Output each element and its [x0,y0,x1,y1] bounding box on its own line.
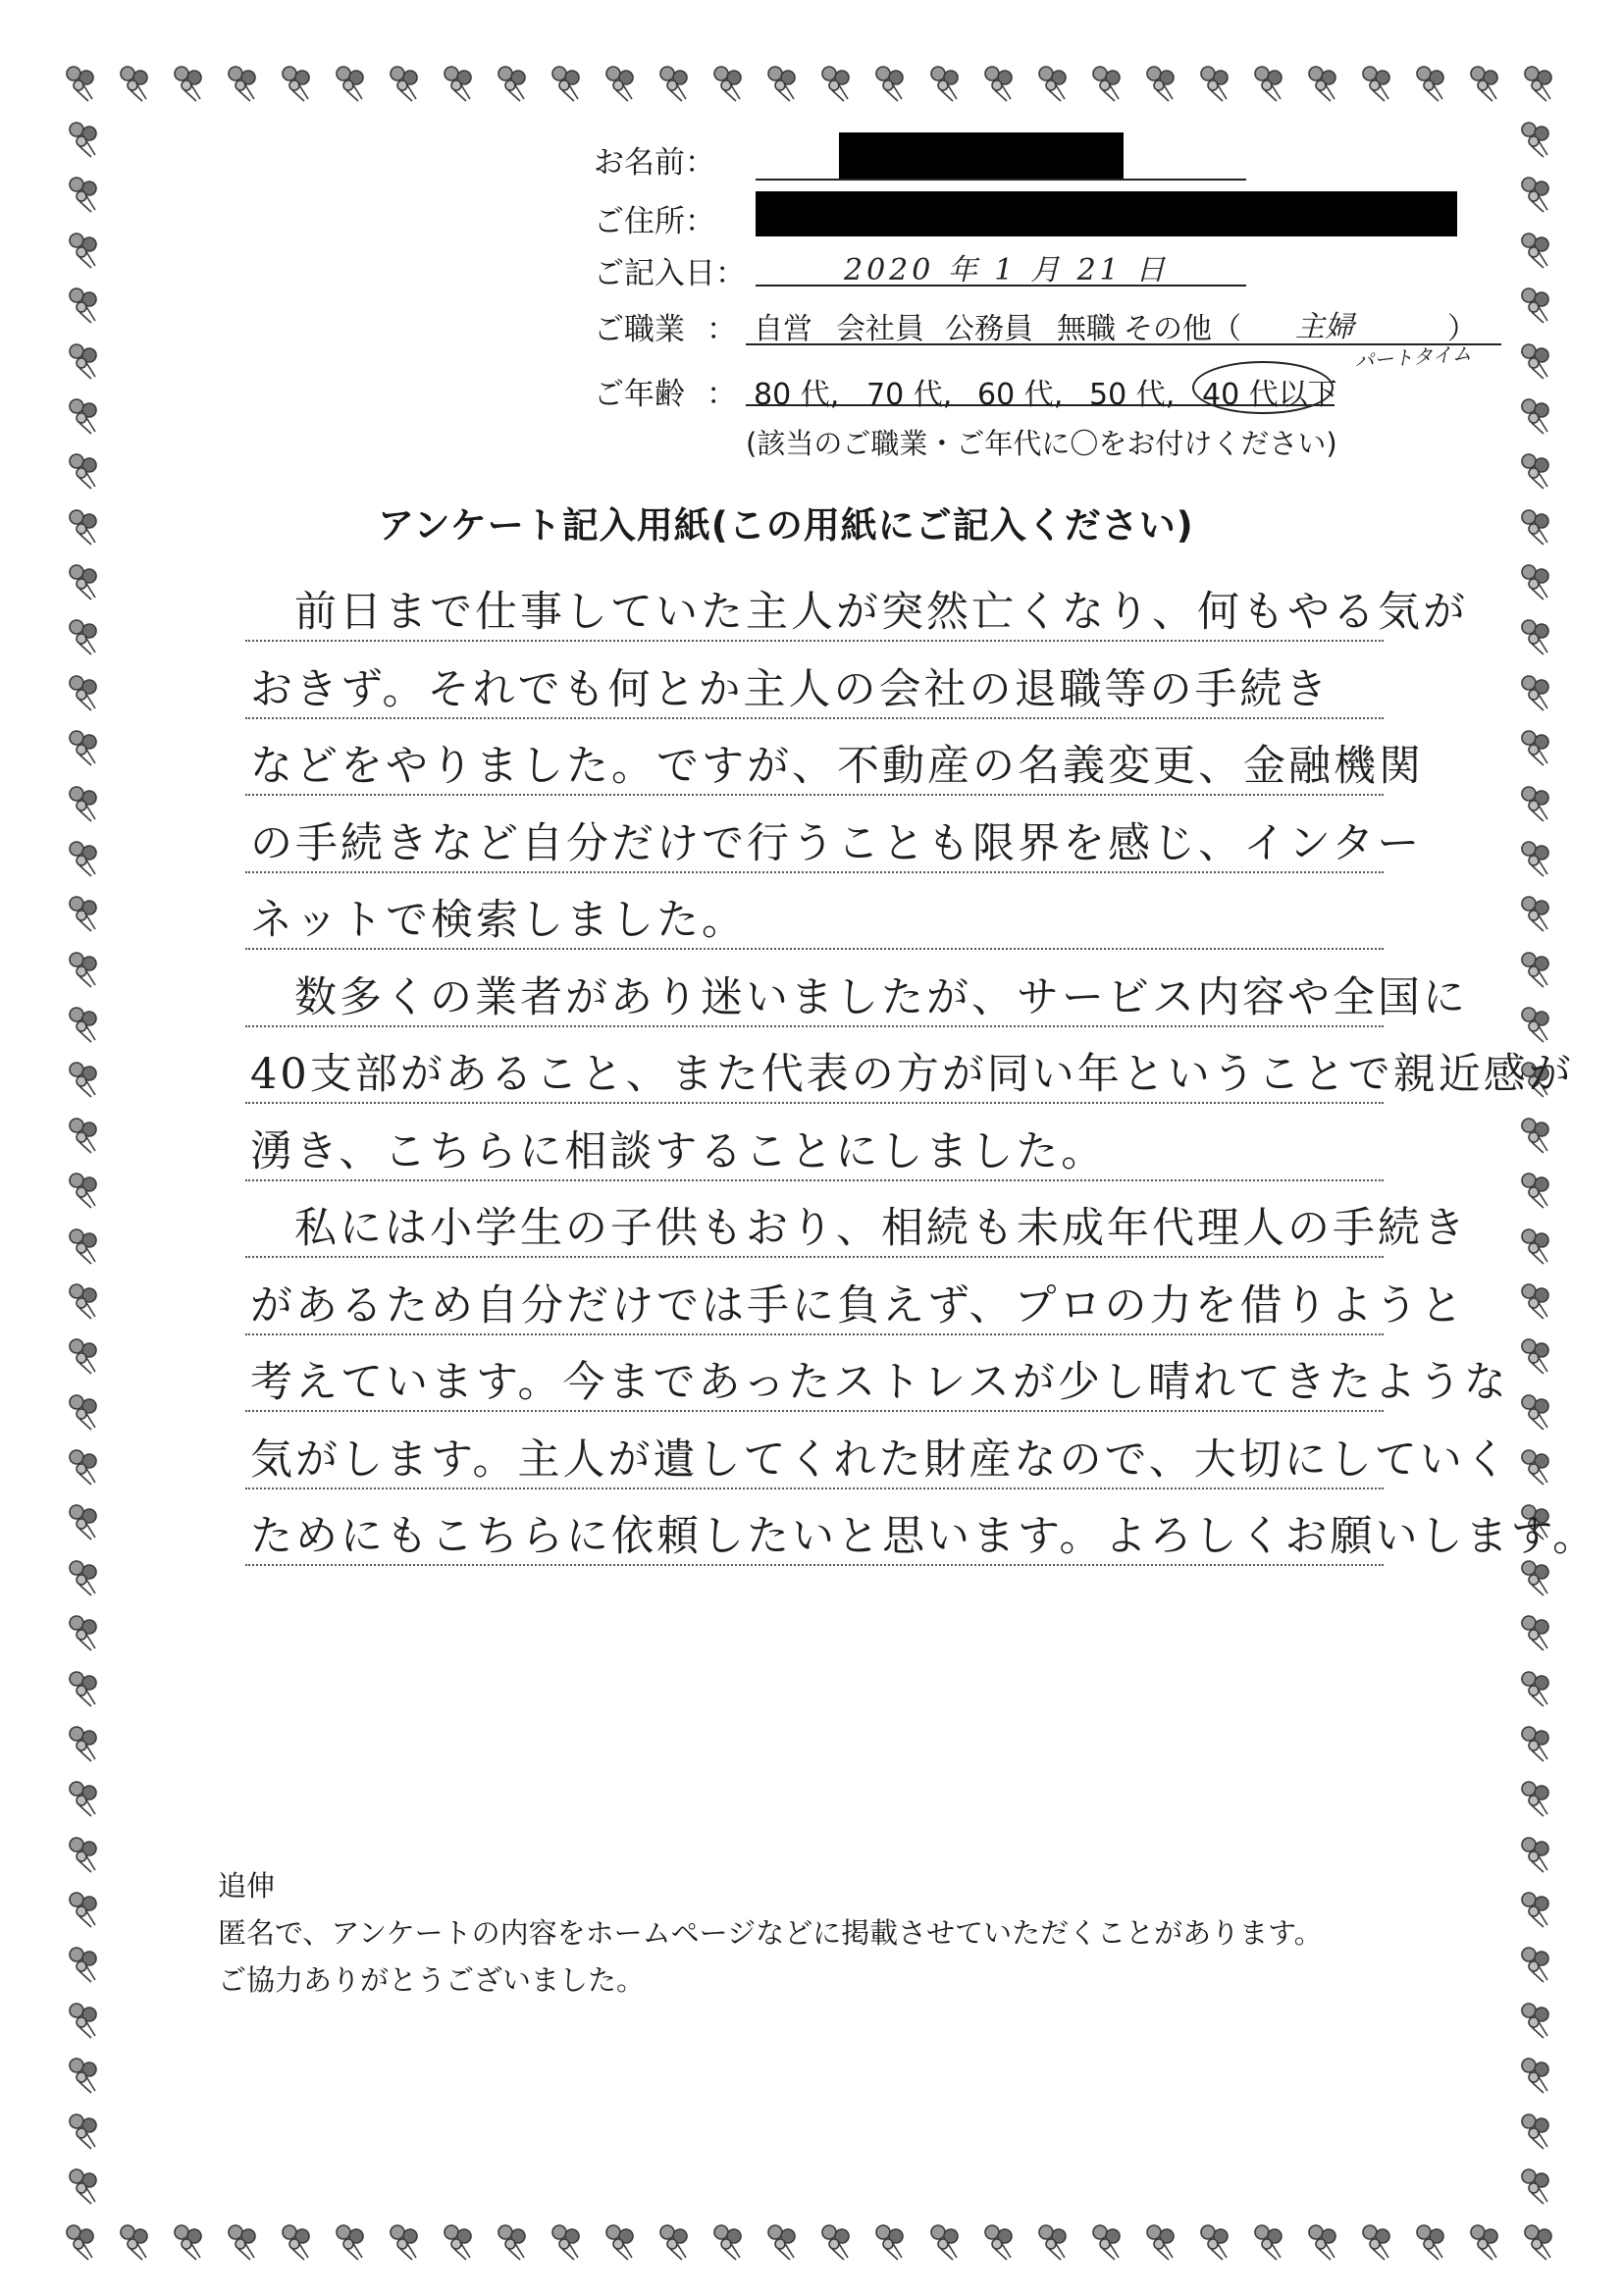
balloon-ornament-icon [1139,2220,1182,2264]
balloon-ornament-icon [1514,339,1557,383]
balloon-ornament-icon [1514,118,1557,161]
handwritten-line: があるため自分だけでは手に負えず、プロの力を借りようと [250,1280,1466,1331]
dotted-rule [245,1025,1384,1027]
balloon-ornament-icon [62,1334,105,1378]
balloon-ornament-icon [62,505,105,548]
balloon-ornament-icon [59,62,102,105]
balloon-ornament-icon [437,62,480,105]
balloon-ornament-icon [707,62,750,105]
balloon-ornament-icon [62,1556,105,1599]
balloon-ornament-icon [62,1888,105,1931]
age-option: 40 代以下 [1202,378,1337,412]
balloon-ornament-icon [62,1279,105,1323]
balloon-ornament-icon [1514,782,1557,825]
balloon-ornament-icon [62,892,105,935]
balloon-ornament-icon [814,2220,858,2264]
handwritten-line: 気がします。主人が遺してくれた財産なので、大切にしていく [250,1435,1510,1485]
balloon-ornament-icon [1514,726,1557,769]
dotted-rule [245,1333,1384,1335]
dotted-rule [245,1410,1384,1412]
balloon-ornament-icon [1193,62,1236,105]
balloon-ornament-icon [62,1225,105,1268]
balloon-ornament-icon [1514,394,1557,438]
balloon-ornament-icon [1514,229,1557,272]
handwritten-line: ためにもこちらに依頼したいと思います。よろしくお願いします。 [250,1512,1598,1561]
balloon-ornament-icon [113,2220,156,2264]
balloon-ornament-icon [62,1833,105,1876]
balloon-ornament-icon [1085,2220,1128,2264]
balloon-ornament-icon [1514,1667,1557,1710]
balloon-ornament-icon [62,118,105,161]
balloon-ornament-icon [62,837,105,880]
balloon-ornament-icon [167,62,210,105]
balloon-ornament-icon [1031,62,1074,105]
balloon-ornament-icon [707,2220,750,2264]
balloon-ornament-icon [1514,948,1557,991]
balloon-ornament-icon [1409,62,1452,105]
name-underline [756,179,1246,181]
balloon-ornament-icon [1514,505,1557,548]
balloon-ornament-icon [329,62,372,105]
balloon-ornament-icon [1514,1169,1557,1212]
balloon-ornament-icon [167,2220,210,2264]
dotted-rule [245,717,1384,719]
balloon-ornament-icon [1139,62,1182,105]
balloon-ornament-icon [1514,173,1557,216]
balloon-ornament-icon [1301,2220,1344,2264]
balloon-ornament-icon [1514,1888,1557,1931]
balloon-ornament-icon [113,62,156,105]
balloon-ornament-icon [62,449,105,493]
border-bottom [59,2213,1560,2271]
balloon-ornament-icon [1514,1334,1557,1378]
handwritten-line: 40支部があること、また代表の方が同い年ということで親近感が [250,1050,1574,1099]
balloon-ornament-icon [62,229,105,272]
balloon-ornament-icon [599,62,642,105]
balloon-ornament-icon [868,2220,912,2264]
age-label: ご年齢 [594,377,685,412]
age-underline [746,404,1335,406]
balloon-ornament-icon [760,2220,804,2264]
dotted-rule [245,1179,1384,1181]
occupation-option: 会社員 [836,312,924,346]
date-value: 2020 年 1 月 21 日 [844,253,1170,287]
balloon-ornament-icon [1514,1390,1557,1434]
dotted-rule [245,1564,1384,1566]
balloon-ornament-icon [1463,62,1506,105]
balloon-ornament-icon [653,62,696,105]
balloon-ornament-icon [923,62,967,105]
balloon-ornament-icon [275,62,318,105]
balloon-ornament-icon [977,2220,1021,2264]
handwritten-line: 数多くの業者があり迷いましたが、サービス内容や全国に [294,972,1468,1022]
balloon-ornament-icon [599,2220,642,2264]
handwritten-line: の手続きなど自分だけで行うことも限界を感じ、インター [250,818,1423,868]
balloon-ornament-icon [1514,2054,1557,2097]
balloon-ornament-icon [329,2220,372,2264]
balloon-ornament-icon [814,62,858,105]
address-redaction [756,191,1457,236]
age-colon: ： [707,377,737,412]
balloon-ornament-icon [1517,2220,1560,2264]
balloon-ornament-icon [491,62,534,105]
balloon-ornament-icon [62,615,105,658]
balloon-ornament-icon [1514,837,1557,880]
name-redaction [839,132,1124,180]
instruction-note: (該当のご職業・ご年代に〇をお付けください) [746,427,1337,460]
balloon-ornament-icon [62,173,105,216]
balloon-ornament-icon [62,1722,105,1765]
occupation-option: その他（ [1124,312,1241,346]
balloon-ornament-icon [1514,1225,1557,1268]
age-option: 50 代, [1089,378,1176,412]
postscript-line: 匿名で、アンケートの内容をホームページなどに掲載させていただくことがあります。 [218,1916,1323,1950]
date-label: ご記入日： [594,256,746,291]
age-option: 70 代, [866,378,953,412]
balloon-ornament-icon [1409,2220,1452,2264]
balloon-ornament-icon [383,2220,426,2264]
balloon-ornament-icon [62,1003,105,1046]
balloon-ornament-icon [1517,62,1560,105]
balloon-ornament-icon [62,2110,105,2153]
balloon-ornament-icon [62,1114,105,1157]
balloon-ornament-icon [1514,2110,1557,2153]
occupation-option: 公務員 [945,312,1033,346]
occupation-label: ご職業 [594,312,685,347]
occupation-option: 自営 [754,312,812,346]
balloon-ornament-icon [437,2220,480,2264]
balloon-ornament-icon [221,2220,264,2264]
balloon-ornament-icon [545,62,588,105]
balloon-ornament-icon [62,339,105,383]
balloon-ornament-icon [62,948,105,991]
date-underline [756,285,1246,287]
age-option: 60 代, [977,378,1064,412]
age-option: 80 代, [754,378,840,412]
balloon-ornament-icon [221,62,264,105]
balloon-ornament-icon [1514,1279,1557,1323]
balloon-ornament-icon [1514,2165,1557,2208]
balloon-ornament-icon [1355,62,1398,105]
occupation-option: ） [1447,312,1477,346]
balloon-ornament-icon [62,2165,105,2208]
balloon-ornament-icon [1514,284,1557,327]
border-top [59,54,1560,113]
balloon-ornament-icon [1514,1943,1557,1986]
balloon-ornament-icon [1514,671,1557,714]
handwritten-line: 前日まで仕事していた主人が突然亡くなり、何もやる気が [294,588,1468,637]
balloon-ornament-icon [545,2220,588,2264]
balloon-ornament-icon [62,782,105,825]
balloon-ornament-icon [1301,62,1344,105]
balloon-ornament-icon [1514,1611,1557,1654]
occupation-colon: ： [707,312,737,347]
balloon-ornament-icon [62,1445,105,1488]
balloon-ornament-icon [1514,1999,1557,2042]
balloon-ornament-icon [1514,1445,1557,1488]
handwritten-line: ネットで検索しました。 [250,896,747,945]
balloon-ornament-icon [62,1943,105,1986]
balloon-ornament-icon [1514,615,1557,658]
balloon-ornament-icon [760,62,804,105]
balloon-ornament-icon [62,1667,105,1710]
balloon-ornament-icon [1514,1003,1557,1046]
balloon-ornament-icon [62,284,105,327]
address-label: ご住所： [594,204,715,239]
balloon-ornament-icon [1031,2220,1074,2264]
dotted-rule [245,1256,1384,1258]
balloon-ornament-icon [383,62,426,105]
balloon-ornament-icon [1247,2220,1290,2264]
balloon-ornament-icon [62,1500,105,1543]
dotted-rule [245,1102,1384,1104]
balloon-ornament-icon [1514,560,1557,603]
balloon-ornament-icon [1247,62,1290,105]
balloon-ornament-icon [1514,1777,1557,1820]
balloon-ornament-icon [1514,449,1557,493]
balloon-ornament-icon [1355,2220,1398,2264]
balloon-ornament-icon [62,726,105,769]
occupation-option: 無職 [1057,312,1116,346]
dotted-rule [245,948,1384,950]
balloon-ornament-icon [62,394,105,438]
balloon-ornament-icon [1514,1114,1557,1157]
handwritten-line: 湧き、こちらに相談することにしました。 [250,1126,1107,1176]
balloon-ornament-icon [62,560,105,603]
balloon-ornament-icon [1085,62,1128,105]
balloon-ornament-icon [923,2220,967,2264]
balloon-ornament-icon [62,1169,105,1212]
dotted-rule [245,871,1384,873]
handwritten-line: 考えています。今まであったストレスが少し晴れてきたような [250,1358,1509,1407]
balloon-ornament-icon [275,2220,318,2264]
dotted-rule [245,794,1384,796]
dotted-rule [245,1487,1384,1489]
occupation-note: パートタイム [1353,340,1473,374]
balloon-ornament-icon [1463,2220,1506,2264]
balloon-ornament-icon [1193,2220,1236,2264]
form-title: アンケート記入用紙(この用紙にご記入ください) [378,504,1194,547]
handwritten-line: 私には小学生の子供もおり、相続も未成年代理人の手続き [294,1204,1468,1253]
balloon-ornament-icon [1514,1833,1557,1876]
border-left [54,118,113,2208]
occupation-other-value: 主婦 [1295,310,1354,344]
balloon-ornament-icon [1514,892,1557,935]
balloon-ornament-icon [59,2220,102,2264]
balloon-ornament-icon [868,62,912,105]
balloon-ornament-icon [62,1611,105,1654]
balloon-ornament-icon [1514,1722,1557,1765]
balloon-ornament-icon [62,671,105,714]
balloon-ornament-icon [62,1999,105,2042]
balloon-ornament-icon [977,62,1021,105]
postscript-heading: 追伸 [218,1869,276,1903]
balloon-ornament-icon [62,1777,105,1820]
balloon-ornament-icon [491,2220,534,2264]
balloon-ornament-icon [653,2220,696,2264]
balloon-ornament-icon [62,1058,105,1101]
balloon-ornament-icon [62,2054,105,2097]
border-right [1506,118,1565,2208]
handwritten-line: などをやりました。ですが、不動産の名義変更、金融機関 [250,742,1424,791]
postscript-line: ご協力ありがとうございました。 [218,1963,646,1997]
dotted-rule [245,640,1384,642]
name-label: お名前： [594,145,715,181]
balloon-ornament-icon [62,1390,105,1434]
handwritten-line: おきず。それでも何とか主人の会社の退職等の手続き [250,664,1331,714]
